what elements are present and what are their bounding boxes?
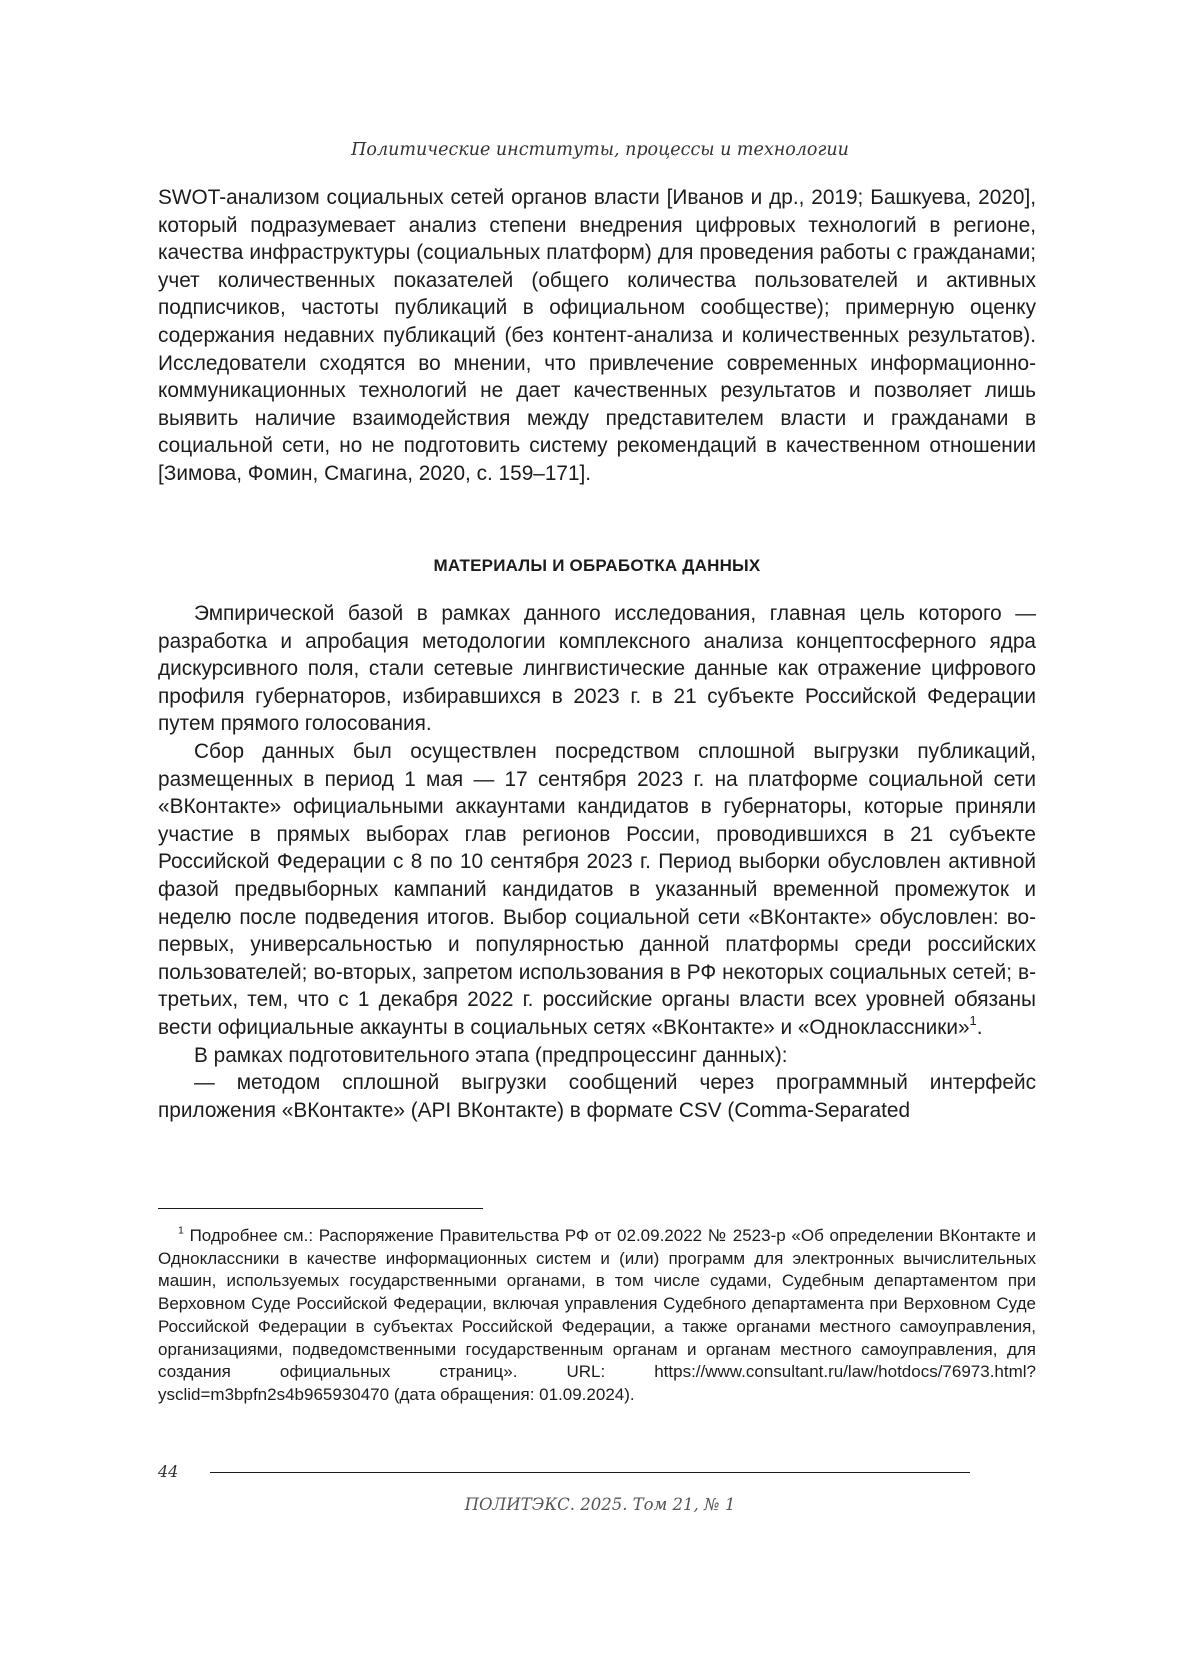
page-number: 44 (158, 1462, 179, 1481)
footnote (158, 1225, 1036, 1407)
paragraph-data-collection-end: . (976, 1015, 983, 1039)
paragraph-export-method: — методом сплошной выгрузки сообщений через программный интерфейс приложения «ВКонтакте» (API ВКонтакте) в формате CSV (Comma-Separated (158, 1071, 1036, 1122)
paragraph-empirical-base: Эмпирической базой в рамках данного исследования, главная цель которого — разработка и апробация методологии комплексного анализа концептосферного ядра дискурсивного поля, стали сетевые лингвистические данные как отражение цифрового профиля губернаторов, избиравшихся в 2023 г. в 21 субъекте Российской Федерации путем прямого голосования. (158, 602, 1036, 736)
section-heading: МАТЕРИАЛЫ И ОБРАБОТКА ДАННЫХ (433, 556, 761, 575)
intro-paragraph: SWOT-анализом социальных сетей органов власти [Иванов и др., 2019; Башкуева, 2020], который подразумевает анализ степени внедрения цифровых технологий в регионе, качества инфраструктуры (социальных платформ) для проведения работы с гражданами; учет количественных показателей (общего количества пользователей и активных подписчиков, частоты публикаций в официальном сообществе); примерную оценку содержания недавних публикаций (без контент-анализа и количественных результатов). Исследователи сходятся во мнении, что привлечение современных информационно-коммуникационных технологий не дает качественных результатов и позволяет лишь выявить наличие взаимодействия между представителем власти и гражданами в социальной сети, но не подготовить систему рекомендаций в качественном отношении [Зимова, Фомин, Смагина, 2020, с. 159–171]. (158, 186, 1036, 485)
footnote-text: Подробнее см.: Распоряжение Правительства РФ от 02.09.2022 № 2523-р «Об определении ВКонтакте и Одноклассники в качестве информационных систем и (или) программ для электронных вычислительных машин, используемых государственными органами, в том числе судами, Судебным департаментом при Верховном Суде Российской Федерации, включая управления Судебного департамента при Верховном Суде Российской Федерации в субъектах Российской Федерации, а также органами местного самоуправления, организациями, подведомственными государственным органам и органам местного самоуправления, для создания официальных страниц». URL: https://www.consultant.ru/law/hotdocs/76973.html?ysclid=m3bpfn2s4b965930470 (дата обращения: 01.09.2024). (158, 1226, 1036, 1404)
intro-paragraph-block (158, 184, 1036, 488)
footer-divider (210, 1472, 970, 1473)
paragraph-data-collection-text: Сбор данных был осуществлен посредством сплошной выгрузки публикаций, размещенных в период 1 мая — 17 сентября 2023 г. на платформе социальной сети «ВКонтакте» официальными аккаунтами кандидатов в губернаторы, которые приняли участие в прямых выборах глав регионов России, проводившихся в 21 субъекте Российской Федерации с 8 по 10 сентября 2023 г. Период выборки обусловлен активной фазой предвыборных кампаний кандидатов в указанный временной промежуток и неделю после подведения итогов. Выбор социальной сети «ВКонтакте» обусловлен: во-первых, универсальностью и популярностью данной платформы среди российских пользователей; во-вторых, запретом использования в РФ некоторых социальных сетей; в-третьих, тем, что с 1 декабря 2022 г. российские органы власти всех уровней обязаны вести официальные аккаунты в социальных сетях «ВКонтакте» и «Одноклассники» (158, 739, 1036, 1039)
paragraph-preprocessing: В рамках подготовительного этапа (предпроцессинг данных): (194, 1043, 788, 1067)
footnote-divider (158, 1208, 483, 1209)
footnote-marker: 1 (178, 1224, 184, 1237)
footnote-reference[interactable]: 1 (969, 1012, 977, 1028)
journal-footer: ПОЛИТЭКС. 2025. Том 21, № 1 (464, 1495, 736, 1514)
running-head: Политические институты, процессы и технологии (351, 140, 849, 160)
paragraph-data-collection (158, 738, 1036, 1042)
section-body (158, 600, 1036, 1124)
